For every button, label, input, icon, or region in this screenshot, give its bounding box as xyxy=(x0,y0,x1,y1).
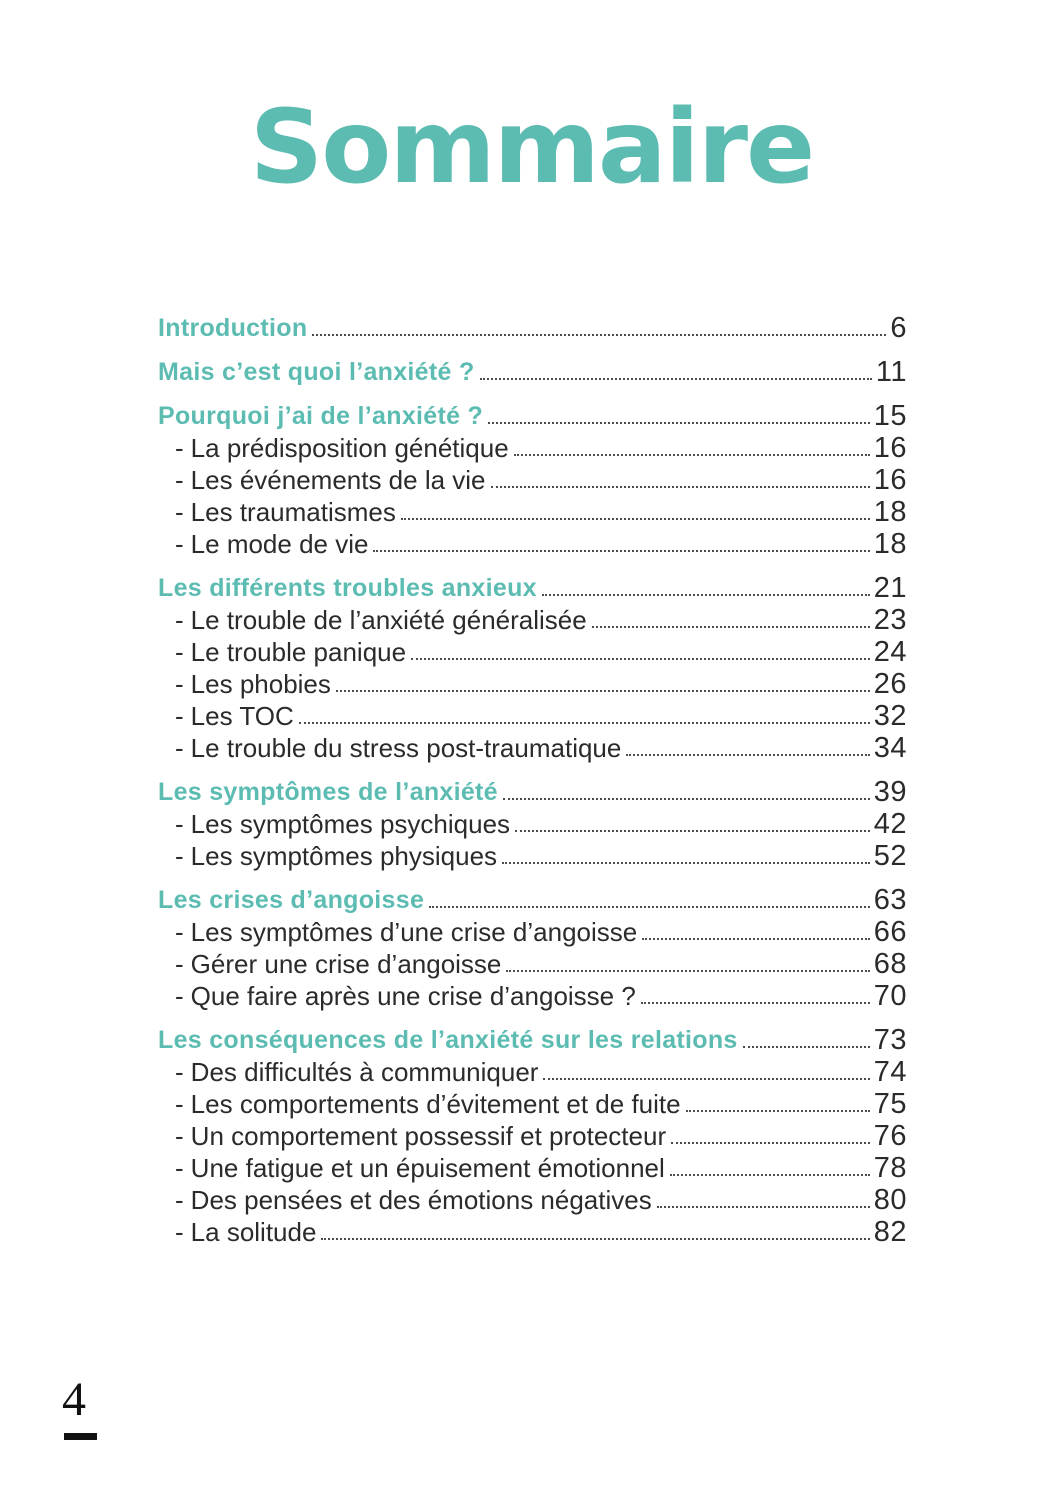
toc-entry-label: Le trouble du stress post-traumatique xyxy=(190,733,622,763)
toc-entry-label: Les symptômes de l’anxiété xyxy=(158,778,498,806)
leader-dots xyxy=(488,422,870,424)
dash-prefix: - xyxy=(175,433,184,463)
dash-prefix: - xyxy=(175,497,184,527)
leader-dots xyxy=(641,1002,870,1004)
page-number: 21 xyxy=(873,572,907,604)
toc-section-row xyxy=(158,1024,907,1056)
leader-dots xyxy=(543,1078,869,1080)
toc-sub-row xyxy=(158,700,907,732)
toc-sub-row xyxy=(158,464,907,496)
page-number: 70 xyxy=(873,980,907,1012)
toc-sub-row xyxy=(158,980,907,1012)
dash-prefix: - xyxy=(175,949,184,979)
toc-sub-row xyxy=(158,636,907,668)
leader-dots xyxy=(503,798,870,800)
page-number: 39 xyxy=(873,776,907,808)
toc-sub-row xyxy=(158,1120,907,1152)
page-number: 16 xyxy=(873,464,907,496)
dash-prefix: - xyxy=(175,529,184,559)
page-title: Sommaire xyxy=(249,88,814,207)
page-number: 11 xyxy=(875,356,907,388)
dash-prefix: - xyxy=(175,1153,184,1183)
toc-entry-label: Une fatigue et un épuisement émotionnel xyxy=(190,1153,665,1183)
dash-prefix: - xyxy=(175,1185,184,1215)
toc-entry-label: Le trouble panique xyxy=(190,637,407,667)
page-number: 42 xyxy=(873,808,907,840)
toc-sub-row xyxy=(158,732,907,764)
toc-sub-row xyxy=(158,432,907,464)
page-number: 23 xyxy=(873,604,907,636)
toc-section-row xyxy=(158,776,907,808)
leader-dots xyxy=(671,1142,870,1144)
page-number: 32 xyxy=(873,700,907,732)
footer-page-number: 4 xyxy=(62,1373,86,1426)
page-number: 74 xyxy=(873,1056,907,1088)
footer-underline xyxy=(64,1433,97,1440)
toc-entry-label: Mais c’est quoi l’anxiété ? xyxy=(158,358,475,386)
toc-sub-row xyxy=(158,668,907,700)
dash-prefix: - xyxy=(175,669,184,699)
toc-entry-label: Les TOC xyxy=(190,701,294,731)
toc-section-row xyxy=(158,884,907,916)
toc-entry-label: Les traumatismes xyxy=(190,497,396,527)
leader-dots xyxy=(401,518,870,520)
page-number: 24 xyxy=(873,636,907,668)
leader-dots xyxy=(626,754,869,756)
leader-dots xyxy=(743,1046,870,1048)
leader-dots xyxy=(502,862,870,864)
leader-dots xyxy=(515,830,870,832)
toc-sub-row xyxy=(158,840,907,872)
leader-dots xyxy=(542,594,870,596)
toc-entry-label: Introduction xyxy=(158,314,308,342)
toc-section-row xyxy=(158,356,907,388)
toc-entry-label: Les comportements d’évitement et de fuite xyxy=(190,1089,681,1119)
toc-sub-row xyxy=(158,1216,907,1248)
leader-dots xyxy=(514,454,870,456)
toc-entry-label: Les phobies xyxy=(190,669,331,699)
leader-dots xyxy=(480,378,872,380)
toc-entry-label: Des difficultés à communiquer xyxy=(190,1057,539,1087)
toc-entry-label: Les crises d’angoisse xyxy=(158,886,425,914)
page-number: 15 xyxy=(873,400,907,432)
toc-sub-row xyxy=(158,528,907,560)
leader-dots xyxy=(670,1174,870,1176)
page-number: 75 xyxy=(873,1088,907,1120)
page-number: 18 xyxy=(873,496,907,528)
leader-dots xyxy=(592,626,870,628)
dash-prefix: - xyxy=(175,637,184,667)
page-number: 63 xyxy=(873,884,907,916)
leader-dots xyxy=(411,658,870,660)
toc-entry-label: Les symptômes psychiques xyxy=(190,809,511,839)
leader-dots xyxy=(336,690,870,692)
leader-dots xyxy=(321,1238,869,1240)
toc-entry-label: Gérer une crise d’angoisse xyxy=(190,949,502,979)
toc-sub-row xyxy=(158,948,907,980)
toc-entry-label: La solitude xyxy=(190,1217,317,1247)
leader-dots xyxy=(491,486,870,488)
toc-section-row xyxy=(158,312,907,344)
toc-section-row xyxy=(158,572,907,604)
page-number: 6 xyxy=(890,312,907,344)
page-number: 66 xyxy=(873,916,907,948)
page-number: 26 xyxy=(873,668,907,700)
dash-prefix: - xyxy=(175,917,184,947)
toc-entry-label: Les conséquences de l’anxiété sur les relations xyxy=(158,1026,738,1054)
toc-sub-row xyxy=(158,916,907,948)
page-number: 18 xyxy=(873,528,907,560)
leader-dots xyxy=(373,550,869,552)
toc-entry-label: Un comportement possessif et protecteur xyxy=(190,1121,667,1151)
toc-entry-label: Pourquoi j’ai de l’anxiété ? xyxy=(158,402,484,430)
dash-prefix: - xyxy=(175,701,184,731)
page-number: 78 xyxy=(873,1152,907,1184)
leader-dots xyxy=(506,970,869,972)
dash-prefix: - xyxy=(175,605,184,635)
toc-entry-label: La prédisposition génétique xyxy=(190,433,509,463)
dash-prefix: - xyxy=(175,1057,184,1087)
leader-dots xyxy=(312,334,886,336)
toc-sub-row xyxy=(158,808,907,840)
dash-prefix: - xyxy=(175,981,184,1011)
toc-section-row xyxy=(158,400,907,432)
toc-entry-label: Le mode de vie xyxy=(190,529,369,559)
toc-sub-row xyxy=(158,1184,907,1216)
leader-dots xyxy=(657,1206,870,1208)
dash-prefix: - xyxy=(175,465,184,495)
toc-entry-label: Que faire après une crise d’angoisse ? xyxy=(190,981,636,1011)
toc-entry-label: Les symptômes physiques xyxy=(190,841,498,871)
leader-dots xyxy=(299,722,870,724)
dash-prefix: - xyxy=(175,1121,184,1151)
dash-prefix: - xyxy=(175,841,184,871)
toc-sub-row xyxy=(158,496,907,528)
dash-prefix: - xyxy=(175,809,184,839)
toc-entry-label: Des pensées et des émotions négatives xyxy=(190,1185,652,1215)
toc-entry-label: Le trouble de l’anxiété généralisée xyxy=(190,605,587,635)
leader-dots xyxy=(686,1110,870,1112)
toc-sub-row xyxy=(158,1088,907,1120)
toc-entry-label: Les symptômes d’une crise d’angoisse xyxy=(190,917,638,947)
toc-entry-label: Les événements de la vie xyxy=(190,465,486,495)
dash-prefix: - xyxy=(175,733,184,763)
toc-list xyxy=(158,312,907,1248)
toc-entry-label: Les différents troubles anxieux xyxy=(158,574,537,602)
dash-prefix: - xyxy=(175,1217,184,1247)
page-number: 68 xyxy=(873,948,907,980)
page-number: 34 xyxy=(873,732,907,764)
page-number: 82 xyxy=(873,1216,907,1248)
toc-sub-row xyxy=(158,604,907,636)
leader-dots xyxy=(642,938,870,940)
page-number: 52 xyxy=(873,840,907,872)
page-number: 73 xyxy=(873,1024,907,1056)
toc-sub-row xyxy=(158,1152,907,1184)
leader-dots xyxy=(429,906,870,908)
toc-sub-row xyxy=(158,1056,907,1088)
page-number: 80 xyxy=(873,1184,907,1216)
dash-prefix: - xyxy=(175,1089,184,1119)
page-number: 16 xyxy=(873,432,907,464)
page-number: 76 xyxy=(873,1120,907,1152)
